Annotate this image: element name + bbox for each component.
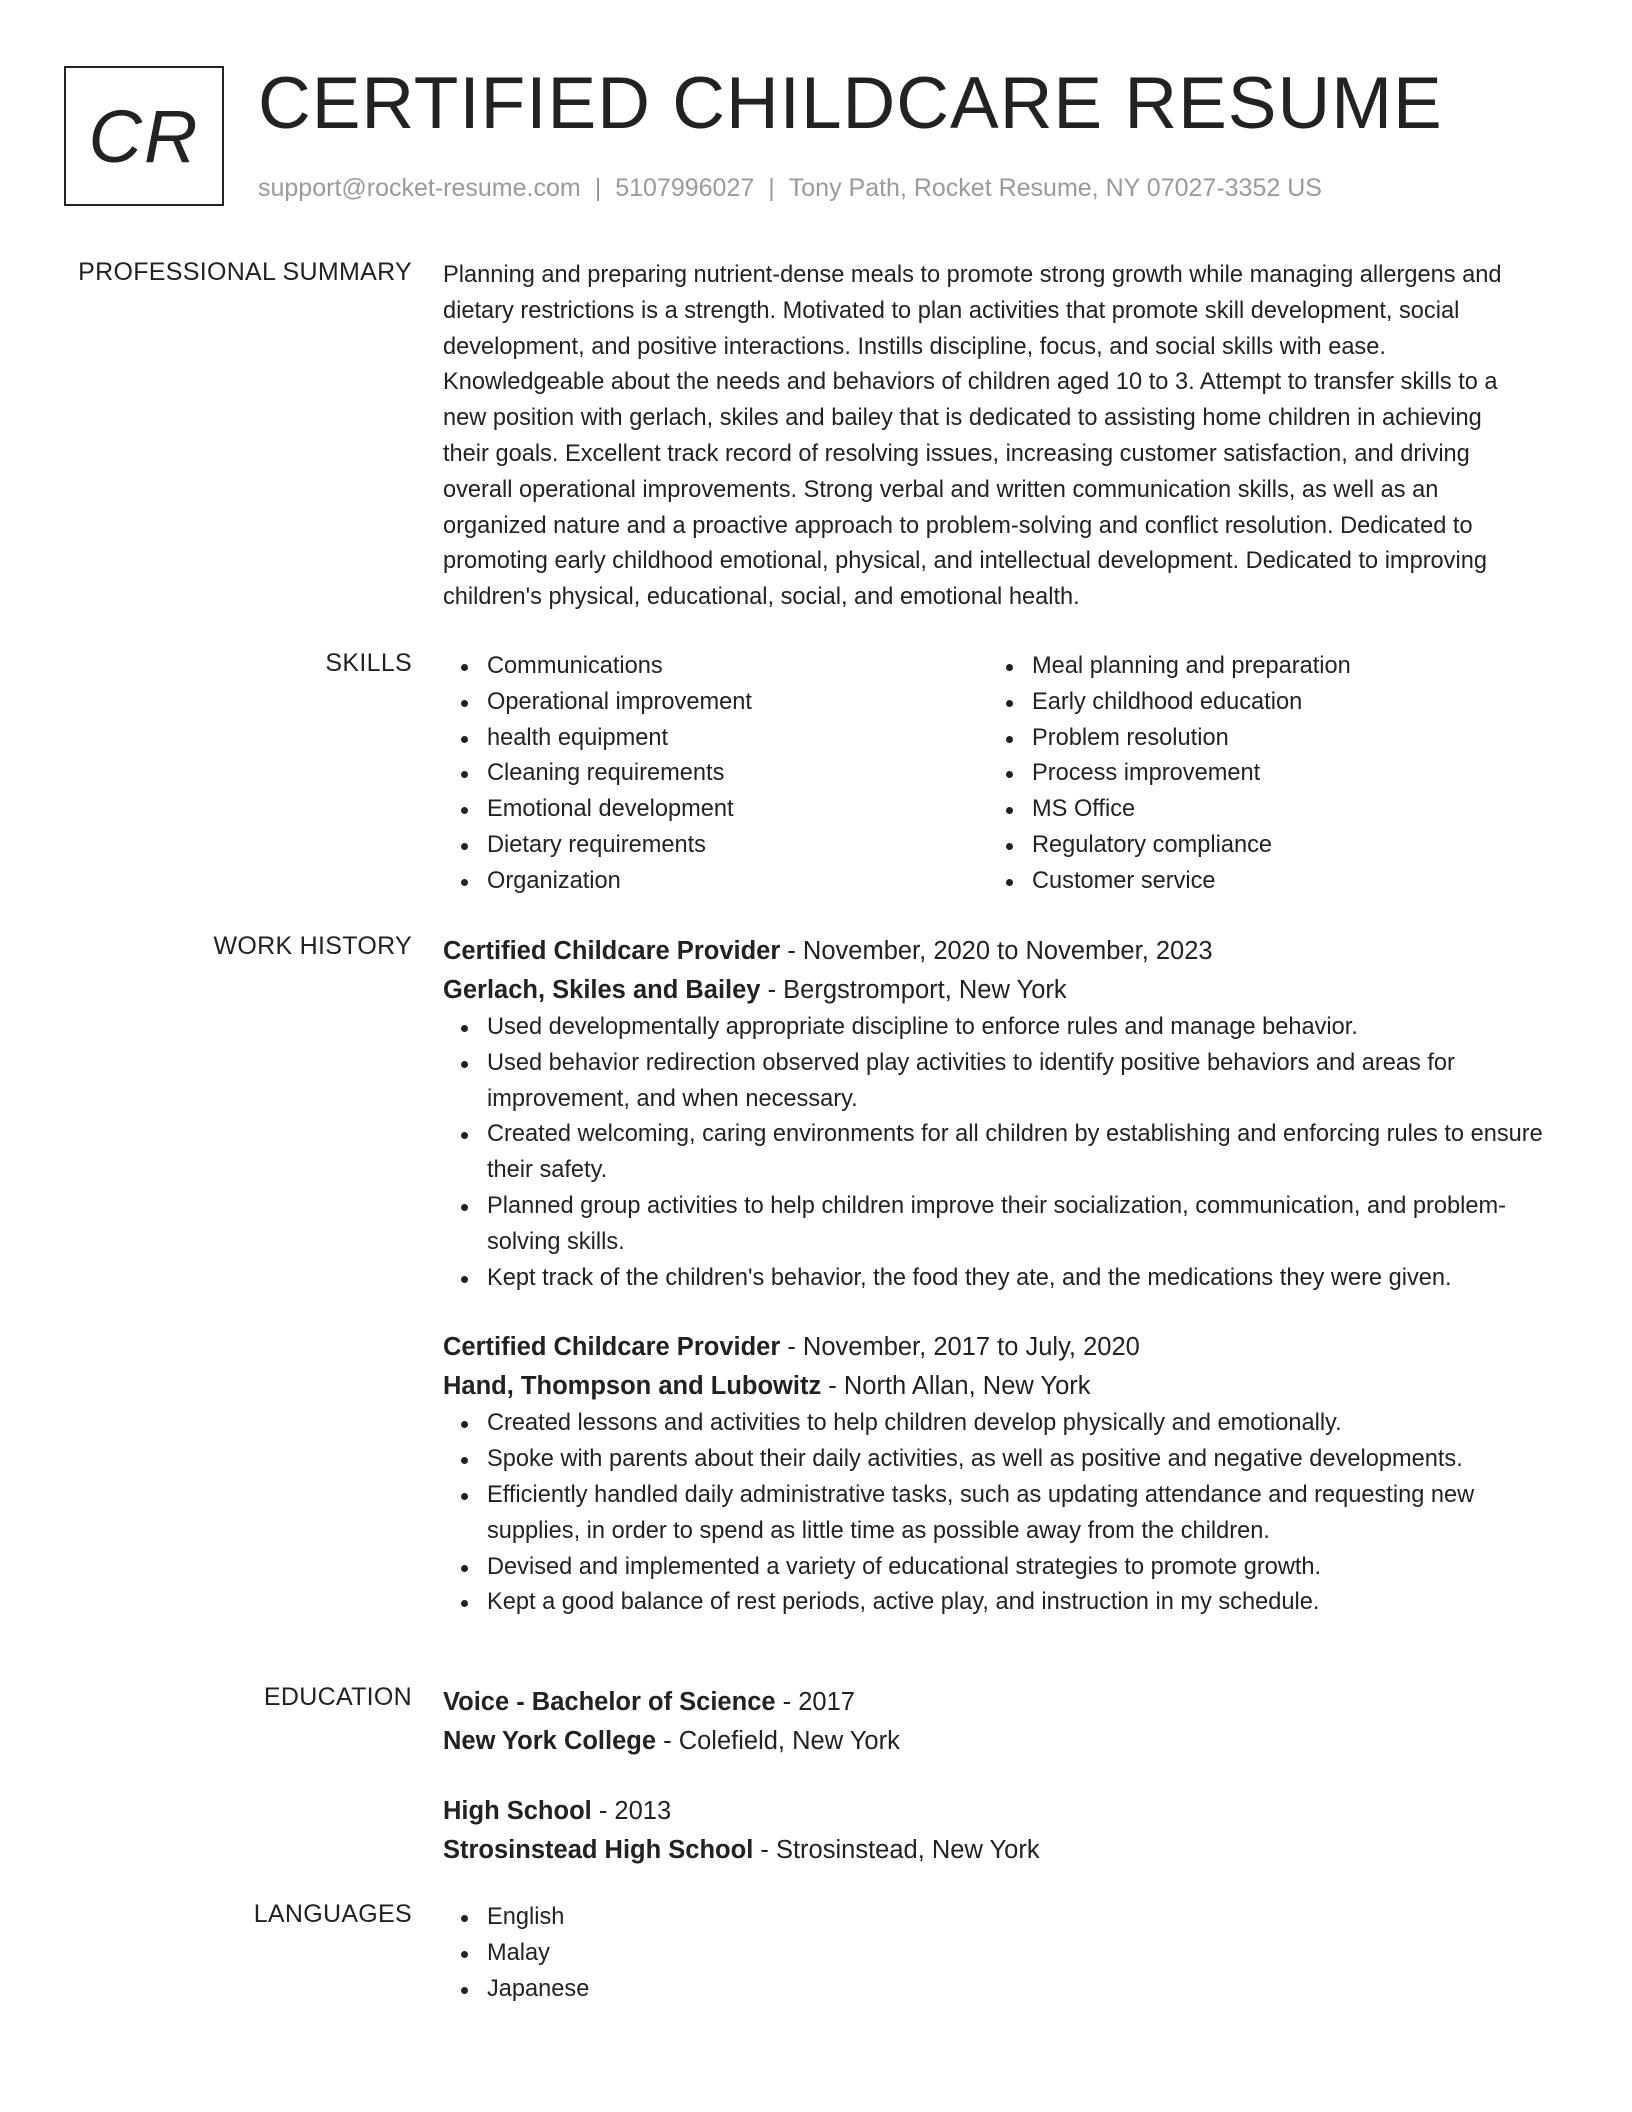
education-location: - Strosinstead, New York	[753, 1836, 1040, 1864]
job-bullet: Created lessons and activities to help children develop physically and emotionally.	[487, 1406, 1558, 1442]
resume-title: CERTIFIED CHILDCARE RESUME	[258, 63, 1443, 144]
skill-item: Organization	[487, 864, 988, 900]
skill-item: Customer service	[1032, 864, 1533, 900]
skill-item: MS Office	[1032, 792, 1533, 828]
summary-line: Planning and preparing nutrient-dense meals to promote strong growth while managing allergens and	[443, 262, 1502, 288]
skill-item: health equipment	[487, 721, 988, 757]
skill-item: Emotional development	[487, 792, 988, 828]
skill-item: Process improvement	[1032, 756, 1533, 792]
education-degree: Voice - Bachelor of Science	[443, 1688, 776, 1716]
job-bullet: Used behavior redirection observed play activities to identify positive behaviors and areas for improvement, and when necessary.	[487, 1046, 1558, 1118]
resume-header	[64, 63, 1564, 216]
skill-item: Dietary requirements	[487, 828, 988, 864]
language-item: Japanese	[487, 1972, 1558, 2008]
skill-item: Meal planning and preparation	[1032, 649, 1533, 685]
education-degree: High School	[443, 1797, 592, 1825]
education-school-line	[443, 1722, 1558, 1761]
summary-line: development, and positive interactions. Instills discipline, focus, and social skills with ease.	[443, 333, 1386, 360]
contact-email: support@rocket-resume.com	[258, 174, 581, 202]
job-bullet: Created welcoming, caring environments for all children by establishing and enforcing rules to ensure their safety.	[487, 1117, 1558, 1189]
languages-heading: LANGUAGES	[253, 1900, 412, 1928]
skills-heading: SKILLS	[325, 649, 412, 677]
summary-line: dietary restrictions is a strength. Motivated to plan activities that promote skill development, social	[443, 297, 1460, 324]
summary-heading: PROFESSIONAL SUMMARY	[78, 258, 412, 286]
job-entry	[443, 1328, 1558, 1621]
summary-text	[443, 258, 1558, 616]
education-school: Strosinstead High School	[443, 1836, 754, 1864]
skill-item: Problem resolution	[1032, 721, 1533, 757]
education-degree-line	[443, 1792, 1558, 1831]
job-dates: - November, 2017 to July, 2020	[780, 1333, 1140, 1362]
skill-item: Regulatory compliance	[1032, 828, 1533, 864]
languages-body	[443, 1900, 1558, 2007]
job-bullet: Kept a good balance of rest periods, active play, and instruction in my schedule.	[487, 1585, 1558, 1621]
job-title-line	[443, 1328, 1558, 1367]
summary-line: new position with gerlach, skiles and bailey that is dedicated to assisting home children in achieving	[443, 405, 1482, 432]
job-company: Gerlach, Skiles and Bailey	[443, 976, 761, 1004]
summary-line: overall operational improvements. Strong verbal and written communication skills, as well as an	[443, 476, 1439, 503]
skill-item: Operational improvement	[487, 685, 988, 721]
job-bullets	[443, 1406, 1558, 1621]
job-title: Certified Childcare Provider	[443, 1333, 781, 1362]
job-company-line	[443, 971, 1558, 1010]
summary-line: children's physical, educational, social, and emotional health.	[443, 584, 1080, 611]
summary-line: their goals. Excellent track record of resolving issues, increasing customer satisfaction, and driving	[443, 440, 1470, 467]
job-company-line	[443, 1367, 1558, 1406]
job-bullet: Efficiently handled daily administrative tasks, such as updating attendance and requesting new supplies, in order to spend as little time as possible away from the children.	[487, 1478, 1558, 1550]
job-bullet: Kept track of the children's behavior, the food they ate, and the medications they were given.	[487, 1261, 1558, 1297]
job-entry	[443, 932, 1558, 1296]
summary-line: promoting early childhood emotional, physical, and intellectual development. Dedicated to improving	[443, 548, 1487, 575]
contact-separator: |	[768, 174, 775, 202]
skills-column-right	[988, 649, 1533, 900]
education-year: - 2017	[775, 1688, 855, 1716]
languages-list	[443, 1900, 1558, 2007]
language-item: Malay	[487, 1936, 1558, 1972]
skills-column-left	[443, 649, 988, 900]
summary-line: Knowledgeable about the needs and behaviors of children aged 10 to 3. Attempt to transfer skills to a	[443, 369, 1498, 396]
job-dates: - November, 2020 to November, 2023	[780, 937, 1213, 965]
job-title-line	[443, 932, 1558, 971]
skills-body	[443, 649, 1558, 900]
job-bullet: Planned group activities to help children improve their socialization, communication, and problem-solving skills.	[487, 1189, 1558, 1261]
monogram-logo: CR	[64, 66, 224, 206]
contact-address: Tony Path, Rocket Resume, NY 07027-3352 US	[788, 174, 1322, 202]
job-bullets	[443, 1010, 1558, 1296]
education-school: New York College	[443, 1727, 657, 1755]
education-degree-line	[443, 1683, 1558, 1722]
job-bullet: Used developmentally appropriate discipline to enforce rules and manage behavior.	[487, 1010, 1558, 1046]
contact-phone: 5107996027	[615, 174, 755, 202]
contact-line	[258, 174, 1322, 203]
skill-item: Communications	[487, 649, 988, 685]
job-location: - North Allan, New York	[821, 1372, 1091, 1401]
education-body	[443, 1683, 1558, 1870]
education-year: - 2013	[591, 1797, 672, 1825]
education-school-line	[443, 1831, 1558, 1870]
job-bullet: Spoke with parents about their daily activities, as well as positive and negative developments.	[487, 1442, 1558, 1478]
education-heading: EDUCATION	[263, 1683, 412, 1711]
skill-item: Cleaning requirements	[487, 756, 988, 792]
job-location: - Bergstromport, New York	[760, 976, 1067, 1004]
skill-item: Early childhood education	[1032, 685, 1533, 721]
work-history-body	[443, 932, 1558, 1621]
contact-separator: |	[594, 174, 602, 202]
education-entry	[443, 1683, 1558, 1761]
work-history-heading: WORK HISTORY	[213, 932, 412, 960]
education-entry	[443, 1792, 1558, 1870]
language-item: English	[487, 1900, 1558, 1936]
job-bullet: Devised and implemented a variety of educational strategies to promote growth.	[487, 1550, 1558, 1586]
job-company: Hand, Thompson and Lubowitz	[443, 1372, 822, 1401]
summary-line: organized nature and a proactive approach to problem-solving and conflict resolution. Dedicated to	[443, 512, 1473, 539]
summary-body	[443, 258, 1558, 616]
education-location: - Colefield, New York	[656, 1727, 900, 1755]
job-title: Certified Childcare Provider	[443, 937, 781, 965]
